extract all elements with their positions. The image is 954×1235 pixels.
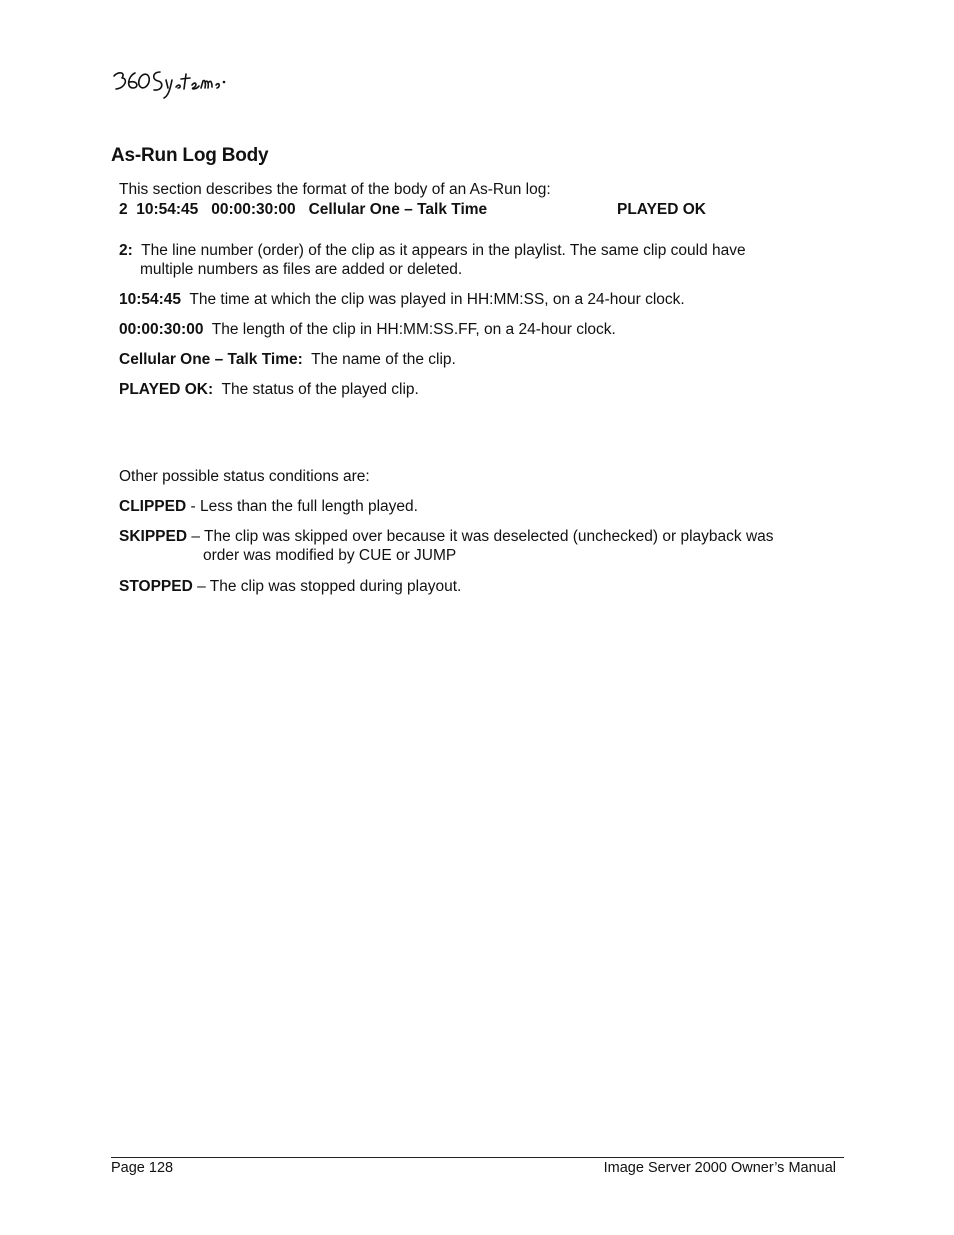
brand-logo — [108, 62, 228, 102]
field-line-number — [119, 241, 746, 279]
status-skipped — [119, 527, 774, 565]
field-description-continued: multiple numbers as files are added or deleted. — [140, 261, 463, 278]
field-description: The time at which the clip was played in HH:MM:SS, on a 24-hour clock. — [181, 291, 685, 308]
field-term: PLAYED OK: — [119, 381, 214, 398]
360-systems-logo-icon — [108, 62, 228, 102]
field-term: 10:54:45 — [119, 291, 182, 308]
footer-divider — [111, 1157, 844, 1158]
status-description: - Less than the full length played. — [186, 498, 418, 515]
status-intro: Other possible status conditions are: — [119, 468, 370, 485]
example-log-status: PLAYED OK — [617, 201, 707, 218]
example-log-line: 2 10:54:45 00:00:30:00 Cellular One – Talk Time — [119, 201, 488, 218]
footer-page-number: Page 128 — [111, 1160, 174, 1176]
status-stopped — [119, 577, 461, 596]
status-term: SKIPPED — [119, 528, 188, 545]
field-description: The status of the played clip. — [213, 381, 419, 398]
field-clip-length — [119, 320, 616, 339]
field-description: The length of the clip in HH:MM:SS.FF, on a 24-hour clock. — [203, 321, 616, 338]
status-term: STOPPED — [119, 578, 193, 595]
field-term: 2: — [119, 242, 133, 259]
status-description-continued: order was modified by CUE or JUMP — [203, 547, 457, 564]
status-description: – The clip was skipped over because it was deselected (unchecked) or playback was — [187, 528, 774, 545]
field-clip-name — [119, 350, 456, 369]
field-status — [119, 380, 419, 399]
status-term: CLIPPED — [119, 498, 187, 515]
field-description: The name of the clip. — [302, 351, 456, 368]
footer-manual-title: Image Server 2000 Owner’s Manual — [603, 1160, 836, 1176]
field-play-time — [119, 290, 685, 309]
field-description: The line number (order) of the clip as it appears in the playlist. The same clip could have — [132, 242, 746, 259]
status-description: – The clip was stopped during playout. — [192, 578, 462, 595]
field-term: 00:00:30:00 — [119, 321, 204, 338]
field-term: Cellular One – Talk Time: — [119, 351, 303, 368]
section-intro: This section describes the format of the body of an As-Run log: — [119, 181, 551, 198]
section-title: As-Run Log Body — [111, 145, 269, 166]
status-clipped — [119, 497, 418, 516]
